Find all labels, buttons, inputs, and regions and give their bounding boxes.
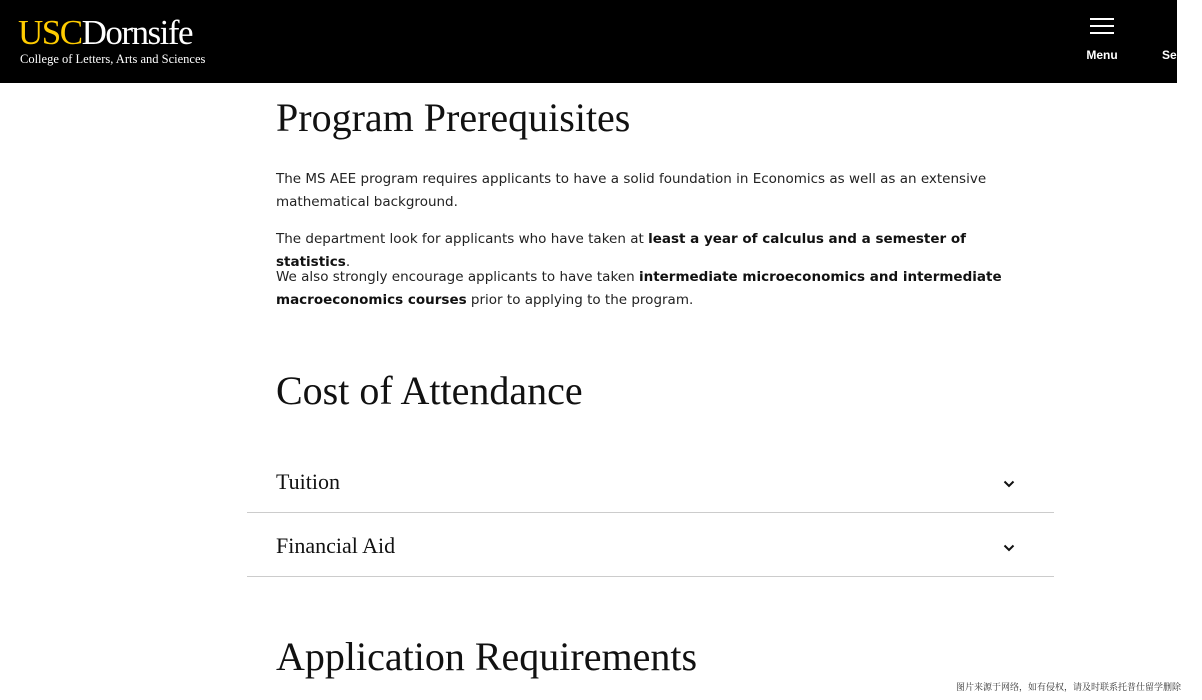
paragraph-text-run: prior to applying to the program. — [466, 292, 694, 308]
image-source-watermark: 图片来源于网络，如有侵权，请及时联系托普仕留学删除 — [956, 683, 1182, 693]
paragraph-text-run: . — [345, 254, 351, 270]
accordion-item-tuition[interactable] — [247, 449, 1054, 513]
paragraph-text-run: The department look for applicants who have taken at — [276, 231, 649, 247]
accordion-item-financial-aid[interactable] — [247, 513, 1054, 577]
paragraph-text-run: We also strongly encourage applicants to have taken — [276, 269, 639, 285]
menu-button[interactable] — [1077, 14, 1127, 66]
hamburger-icon — [1090, 18, 1114, 34]
search-button[interactable]: Search — [1162, 48, 1202, 62]
paragraph-text: The MS AEE program requires applicants to have a solid foundation in Economics as well as an extensive mathematical background. — [276, 171, 987, 210]
section-title-cost-of-attendance: Cost of Attendance — [276, 368, 583, 413]
accordion-label-financial-aid: Financial Aid — [276, 533, 396, 558]
logo-subtitle: College of Letters, Arts and Sciences — [20, 52, 206, 66]
paragraph-bold-run: intermediate microeconomics and intermediate macroeconomics courses — [276, 269, 1002, 308]
paragraph-bold-run: least a year of calculus and a semester of statistics — [276, 231, 967, 270]
menu-label: Menu — [1086, 48, 1118, 62]
chevron-down-icon — [1003, 544, 1015, 552]
chevron-down-icon — [1003, 480, 1015, 488]
accordion-label-tuition: Tuition — [276, 469, 341, 494]
prerequisites-paragraph-3 — [276, 266, 1016, 312]
paragraph-text — [276, 266, 1016, 312]
section-title-application-requirements: Application Requirements — [276, 634, 698, 679]
logo-dornsife-text: Dornsife — [81, 13, 193, 52]
usc-dornsife-logo[interactable] — [18, 14, 205, 66]
prerequisites-paragraph-1 — [276, 168, 1016, 214]
section-title-prerequisites: Program Prerequisites — [276, 95, 631, 140]
site-header — [0, 0, 1202, 83]
logo-usc-text: USC — [18, 13, 82, 52]
logo-wordmark — [18, 14, 205, 52]
